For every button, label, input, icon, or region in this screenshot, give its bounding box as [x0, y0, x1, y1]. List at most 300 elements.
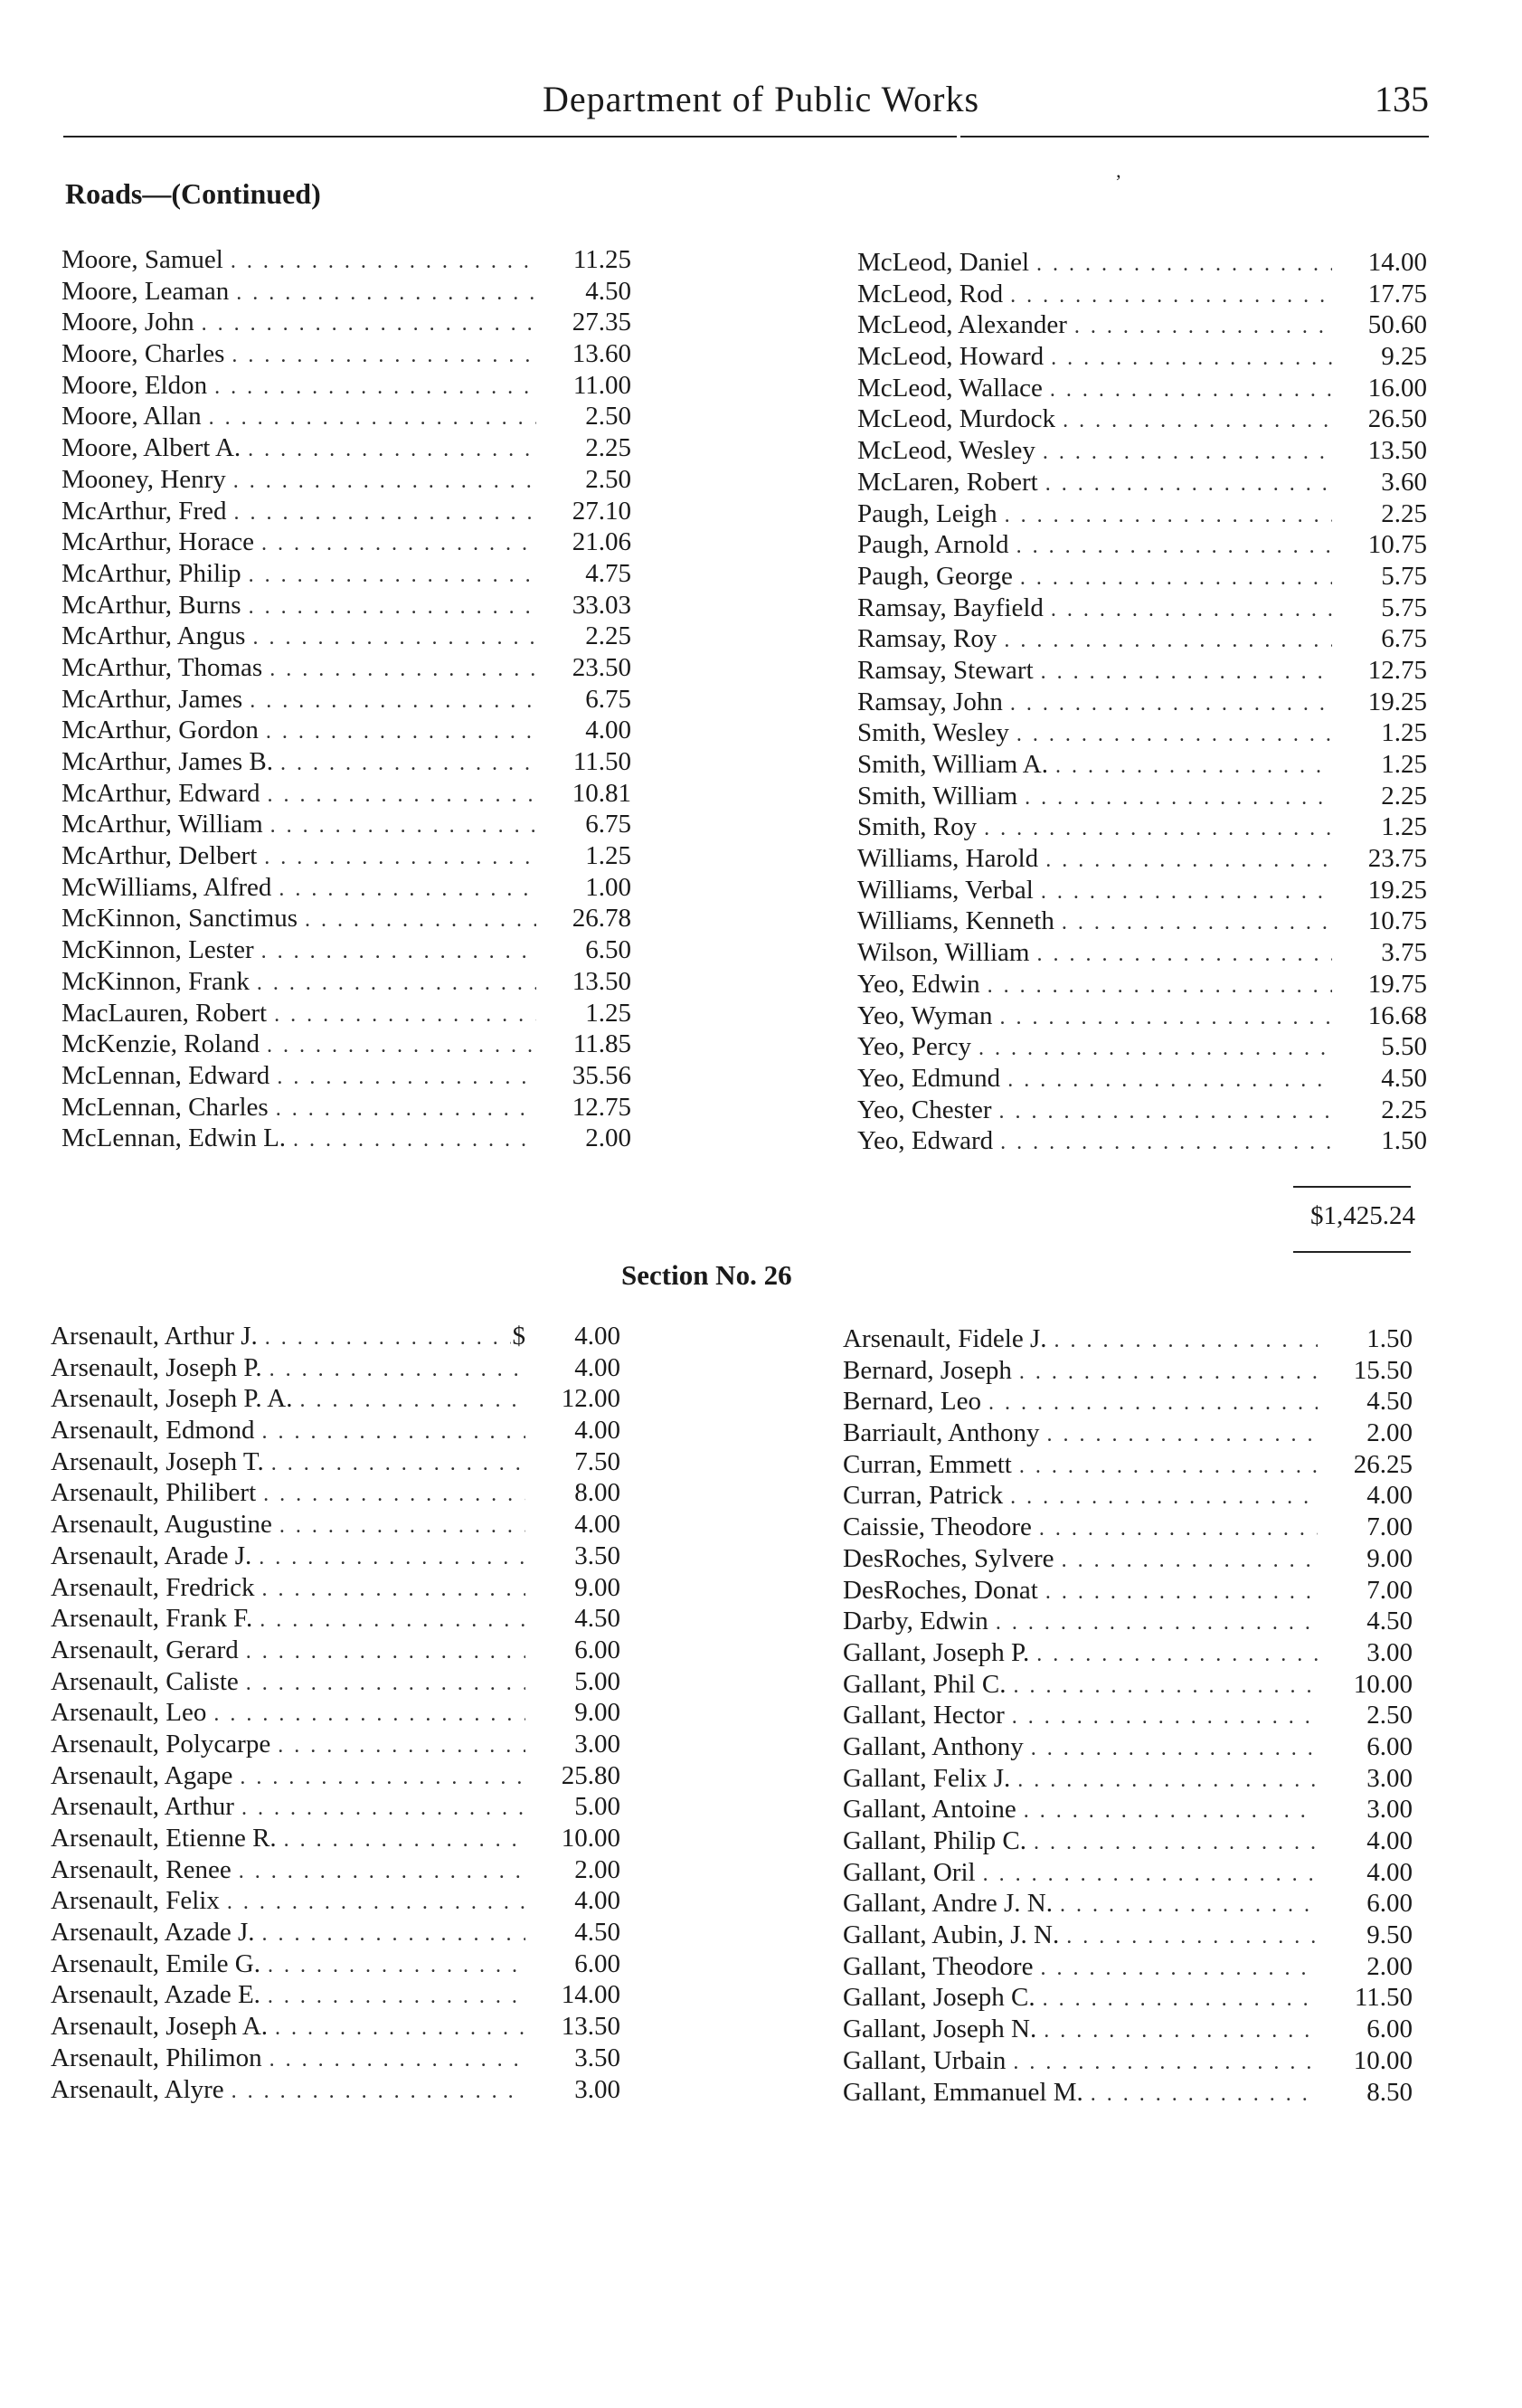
entry-name: Yeo, Wyman — [857, 1000, 993, 1030]
list-item — [61, 840, 631, 872]
leader-dots — [279, 1511, 525, 1542]
list-item — [843, 2014, 1413, 2045]
list-item — [843, 1480, 1413, 1512]
entry-name: Gallant, Oril — [843, 1857, 976, 1887]
entry-amount: 4.75 — [585, 558, 631, 588]
leader-dots — [1019, 1451, 1318, 1483]
entry-amount: 10.00 — [1353, 2045, 1413, 2075]
entry-name: McKinnon, Frank — [61, 966, 250, 996]
leader-dots — [231, 246, 536, 278]
entry-name: McArthur, Angus — [61, 621, 246, 651]
entry-amount: 4.50 — [585, 276, 631, 306]
list-item — [857, 969, 1427, 1000]
entry-amount: 4.50 — [574, 1918, 620, 1948]
leader-dots — [1004, 625, 1332, 657]
leader-dots — [984, 813, 1332, 845]
entry-amount: 13.50 — [572, 966, 631, 996]
entry-name: Caissie, Theodore — [843, 1512, 1032, 1542]
entry-name: Moore, Charles — [61, 339, 225, 369]
list-item — [857, 655, 1427, 687]
list-item — [51, 1509, 620, 1541]
list-item — [51, 1603, 620, 1635]
entry-name: McKinnon, Sanctimus — [61, 904, 298, 934]
entry-amount: 7.00 — [1366, 1512, 1413, 1542]
leader-dots — [248, 434, 536, 466]
leader-dots — [1024, 1796, 1318, 1827]
entry-amount: 2.00 — [1366, 1418, 1413, 1448]
entry-name: McLaren, Robert — [857, 467, 1038, 497]
list-item — [61, 1060, 631, 1092]
leader-dots — [259, 1542, 525, 1574]
leader-dots — [1007, 1065, 1332, 1096]
entry-amount: 2.00 — [574, 1854, 620, 1884]
entry-name: Gallant, Phil C. — [843, 1669, 1007, 1699]
leader-dots — [250, 686, 536, 717]
list-item — [843, 1731, 1413, 1763]
entry-amount: 9.00 — [574, 1572, 620, 1602]
leader-dots — [1045, 1577, 1318, 1608]
list-item — [51, 1352, 620, 1384]
entry-amount: 1.25 — [1381, 718, 1427, 748]
entry-name: Ramsay, Roy — [857, 624, 997, 654]
leader-dots — [239, 1856, 525, 1888]
list-item — [843, 1355, 1413, 1387]
list-item — [61, 998, 631, 1029]
list-item — [51, 1697, 620, 1729]
list-item — [857, 403, 1427, 435]
leader-dots — [268, 1981, 525, 2013]
leader-dots — [988, 971, 1332, 1002]
entry-name: McArthur, James B. — [61, 747, 274, 776]
list-item — [843, 1982, 1413, 2014]
leader-dots — [279, 874, 536, 905]
entry-amount: 4.00 — [574, 1416, 620, 1446]
entry-name: Moore, Samuel — [61, 245, 223, 274]
leader-dots — [1000, 1127, 1332, 1159]
entry-name: Moore, Leaman — [61, 276, 230, 306]
entry-name: Arsenault, Fredrick — [51, 1572, 255, 1602]
leader-dots — [276, 1094, 536, 1125]
entry-amount: 1.50 — [1381, 1126, 1427, 1156]
entry-amount: 9.00 — [574, 1698, 620, 1728]
leader-dots — [1066, 1921, 1318, 1953]
entry-name: McLeod, Howard — [857, 342, 1045, 372]
entry-name: Darby, Edwin — [843, 1607, 988, 1636]
leader-dots — [269, 1354, 525, 1386]
entry-name: Gallant, Antoine — [843, 1795, 1016, 1825]
leader-dots — [1051, 594, 1332, 626]
leader-dots — [271, 1448, 525, 1480]
leader-dots — [1054, 1325, 1318, 1357]
entry-amount: 10.00 — [561, 1824, 620, 1853]
list-item — [51, 1917, 620, 1948]
list-item — [857, 623, 1427, 655]
entry-name: Paugh, Leigh — [857, 498, 997, 528]
entry-name: Smith, Roy — [857, 812, 978, 842]
list-item — [51, 1854, 620, 1886]
leader-dots — [1036, 939, 1332, 971]
entry-amount: 15.50 — [1353, 1355, 1413, 1385]
list-item — [61, 966, 631, 998]
entry-name: Arsenault, Etienne R. — [51, 1824, 277, 1853]
leader-dots — [246, 1668, 525, 1700]
entry-amount: 19.75 — [1367, 969, 1427, 999]
list-item — [61, 1029, 631, 1060]
leader-dots — [1041, 657, 1332, 688]
leader-dots — [263, 1479, 525, 1511]
entry-name: McArthur, William — [61, 810, 263, 839]
leader-dots — [213, 1699, 525, 1730]
leader-dots — [214, 372, 536, 403]
entry-amount: 26.25 — [1353, 1449, 1413, 1479]
leader-dots — [270, 811, 536, 842]
list-item — [51, 1666, 620, 1698]
entry-name: Arsenault, Joseph A. — [51, 2012, 269, 2042]
list-item — [843, 1543, 1413, 1575]
entry-amount: 50.60 — [1367, 310, 1427, 340]
leader-dots — [232, 2076, 525, 2108]
entry-name: Curran, Emmett — [843, 1449, 1012, 1479]
entry-name: Ramsay, Stewart — [857, 655, 1034, 685]
entry-name: Arsenault, Philimon — [51, 2043, 262, 2072]
entry-amount: 6.75 — [585, 684, 631, 714]
entry-name: McLennan, Edwin L. — [61, 1123, 287, 1153]
entry-amount: 10.00 — [1353, 1669, 1413, 1699]
stray-mark: ’ — [1115, 170, 1122, 193]
list-item — [61, 652, 631, 684]
entry-amount: 4.50 — [1366, 1607, 1413, 1636]
leader-dots — [1016, 719, 1332, 751]
entry-name: Arsenault, Emile G. — [51, 1948, 260, 1978]
entry-name: Bernard, Joseph — [843, 1355, 1012, 1385]
leader-dots — [202, 308, 536, 340]
entry-amount: 2.25 — [1381, 498, 1427, 528]
entry-name: DesRoches, Sylvere — [843, 1543, 1054, 1573]
list-item — [857, 1095, 1427, 1126]
entry-amount: 4.00 — [1366, 1481, 1413, 1511]
entry-name: DesRoches, Donat — [843, 1575, 1038, 1605]
list-item — [843, 1323, 1413, 1355]
list-item — [61, 621, 631, 652]
list-item — [61, 496, 631, 527]
entry-amount: 10.75 — [1367, 906, 1427, 936]
entry-amount: 2.00 — [1366, 1951, 1413, 1981]
entry-amount: 14.00 — [1367, 248, 1427, 277]
roads-total-rule-top — [1293, 1186, 1411, 1188]
entry-amount: 1.25 — [585, 841, 631, 871]
entry-name: Ramsay, Bayfield — [857, 593, 1044, 622]
entry-name: Mooney, Henry — [61, 464, 226, 494]
list-item — [61, 370, 631, 402]
entry-amount: 12.75 — [572, 1092, 631, 1122]
entry-name: McArthur, Burns — [61, 590, 241, 620]
entry-amount: 1.25 — [1381, 812, 1427, 842]
leader-dots — [260, 1605, 525, 1636]
entry-amount: 19.25 — [1367, 875, 1427, 905]
list-item — [51, 1635, 620, 1666]
entry-amount: 13.50 — [1367, 436, 1427, 466]
leader-dots — [267, 1030, 536, 1062]
leader-dots — [988, 1388, 1318, 1419]
leader-dots — [1031, 1733, 1318, 1765]
entry-name: Moore, Allan — [61, 402, 202, 431]
entry-name: Arsenault, Leo — [51, 1698, 207, 1728]
leader-dots — [280, 748, 536, 780]
entry-amount: 4.00 — [574, 1510, 620, 1540]
entry-amount: 11.25 — [572, 245, 631, 274]
entry-amount: 13.60 — [572, 339, 631, 369]
list-item — [61, 1092, 631, 1123]
entry-amount: 1.25 — [585, 998, 631, 1028]
entry-amount: 6.50 — [585, 935, 631, 965]
list-item — [843, 1669, 1413, 1701]
list-item — [61, 746, 631, 778]
leader-dots — [1005, 500, 1332, 532]
list-item — [843, 1857, 1413, 1889]
leader-dots — [268, 780, 537, 811]
entry-name: Yeo, Edward — [857, 1126, 994, 1156]
list-item — [51, 1415, 620, 1446]
leader-dots — [1091, 2079, 1318, 2110]
list-item — [843, 1825, 1413, 1857]
list-item — [857, 247, 1427, 279]
entry-name: Smith, William A. — [857, 750, 1048, 779]
list-item — [51, 1979, 620, 2011]
leader-dots — [241, 1793, 525, 1825]
roads-left-column — [61, 244, 631, 1154]
leader-dots — [240, 1762, 525, 1794]
section-right-column — [843, 1323, 1413, 2108]
list-item — [51, 2074, 620, 2106]
leader-dots — [257, 968, 536, 1000]
entry-amount: 4.50 — [1366, 1387, 1413, 1417]
entry-name: Arsenault, Philibert — [51, 1478, 257, 1508]
list-item — [51, 1791, 620, 1823]
leader-dots — [1050, 374, 1332, 406]
list-item — [857, 1031, 1427, 1063]
list-item — [857, 843, 1427, 875]
list-item — [61, 903, 631, 934]
entry-name: Gallant, Felix J. — [843, 1763, 1011, 1793]
leader-dots — [269, 654, 536, 686]
leader-dots — [262, 1417, 525, 1448]
leader-dots — [1046, 1419, 1318, 1451]
entry-amount: 7.00 — [1366, 1575, 1413, 1605]
list-item — [843, 1763, 1413, 1795]
entry-name: Arsenault, Arthur J. — [51, 1322, 258, 1351]
list-item — [857, 1063, 1427, 1095]
entry-amount: 4.00 — [574, 1322, 620, 1351]
list-item — [843, 1888, 1413, 1920]
list-item — [857, 467, 1427, 498]
entry-amount: 6.75 — [1381, 624, 1427, 654]
leader-dots — [278, 1730, 525, 1762]
entry-amount: 6.00 — [1366, 2015, 1413, 2044]
entry-amount: 2.25 — [585, 621, 631, 651]
entry-name: Arsenault, Augustine — [51, 1510, 272, 1540]
entry-amount: 16.00 — [1367, 373, 1427, 403]
leader-dots — [1060, 1890, 1318, 1921]
entry-name: Yeo, Chester — [857, 1095, 992, 1124]
list-item — [51, 2011, 620, 2043]
roads-heading: Roads—(Continued) — [65, 177, 321, 210]
entry-amount: 14.00 — [561, 1980, 620, 2010]
entry-amount: 25.80 — [561, 1760, 620, 1790]
leader-dots — [1074, 311, 1332, 343]
entry-amount: 13.50 — [561, 2012, 620, 2042]
leader-dots — [284, 1825, 525, 1856]
entry-name: McLeod, Daniel — [857, 248, 1030, 277]
leader-dots — [1010, 1482, 1318, 1513]
leader-dots — [1045, 845, 1332, 877]
header-rule-left — [63, 136, 957, 137]
leader-dots — [268, 1950, 525, 1982]
entry-amount: 3.50 — [574, 1541, 620, 1570]
entry-name: Barriault, Anthony — [843, 1418, 1040, 1448]
list-item — [857, 1000, 1427, 1032]
list-item — [61, 809, 631, 840]
entry-amount: 9.25 — [1381, 342, 1427, 372]
entry-name: Gallant, Urbain — [843, 2045, 1007, 2075]
entry-amount: 35.56 — [572, 1060, 631, 1090]
leader-dots — [1055, 751, 1332, 782]
list-item — [857, 781, 1427, 812]
list-item — [843, 1512, 1413, 1543]
entry-amount: 2.25 — [1381, 781, 1427, 811]
list-item — [61, 244, 631, 276]
list-item — [61, 684, 631, 716]
entry-amount: 17.75 — [1367, 279, 1427, 308]
entry-name: Gallant, Philip C. — [843, 1826, 1026, 1855]
entry-name: McWilliams, Alfred — [61, 872, 272, 902]
header-rule-right — [960, 136, 1429, 137]
entry-name: McArthur, Philip — [61, 558, 241, 588]
list-item — [51, 2043, 620, 2074]
list-item — [857, 435, 1427, 467]
entry-amount: 33.03 — [572, 590, 631, 620]
entry-name: Gallant, Theodore — [843, 1951, 1034, 1981]
list-item — [843, 1606, 1413, 1637]
entry-name: Williams, Kenneth — [857, 906, 1054, 936]
leader-dots — [1062, 907, 1332, 939]
list-item — [843, 1951, 1413, 1983]
list-item — [61, 715, 631, 746]
entry-name: Arsenault, Arthur — [51, 1792, 234, 1822]
entry-name: Arsenault, Fidele J. — [843, 1324, 1047, 1353]
entry-name: Yeo, Edmund — [857, 1063, 1001, 1093]
page-number: 135 — [1375, 79, 1429, 119]
list-item — [61, 1123, 631, 1154]
list-item — [61, 872, 631, 904]
entry-name: McLeod, Wallace — [857, 373, 1043, 403]
leader-dots — [246, 1636, 525, 1668]
leader-dots — [1034, 1827, 1318, 1859]
leader-dots — [1012, 1702, 1318, 1733]
entry-amount: 9.00 — [1366, 1543, 1413, 1573]
leader-dots — [249, 560, 536, 592]
entry-name: Arsenault, Agape — [51, 1760, 233, 1790]
entry-amount: 11.85 — [572, 1029, 631, 1059]
entry-name: Moore, Eldon — [61, 370, 208, 400]
leader-dots — [1010, 688, 1332, 720]
leader-dots — [305, 905, 536, 936]
leader-dots — [1041, 877, 1332, 908]
entry-name: McKinnon, Lester — [61, 935, 254, 965]
list-item — [51, 1446, 620, 1478]
leader-dots — [233, 498, 536, 529]
leader-dots — [266, 716, 536, 748]
entry-amount: 4.00 — [1366, 1857, 1413, 1887]
entry-amount: 27.35 — [572, 308, 631, 337]
entry-name: Arsenault, Polycarpe — [51, 1729, 271, 1759]
leader-dots — [274, 1000, 536, 1031]
entry-amount: 4.50 — [1381, 1063, 1427, 1093]
entry-amount: 3.00 — [1366, 1795, 1413, 1825]
leader-dots — [275, 2013, 525, 2044]
entry-amount: 11.50 — [1354, 1983, 1413, 2013]
entry-amount: 2.25 — [1381, 1095, 1427, 1124]
entry-name: Paugh, George — [857, 561, 1013, 591]
leader-dots — [1043, 437, 1332, 469]
entry-name: McLennan, Charles — [61, 1092, 269, 1122]
entry-name: Arsenault, Joseph P. A. — [51, 1384, 293, 1414]
list-item — [51, 1383, 620, 1415]
entry-amount: 5.50 — [1381, 1032, 1427, 1062]
leader-dots — [233, 466, 536, 498]
list-item — [857, 811, 1427, 843]
entry-amount: 4.00 — [574, 1352, 620, 1382]
list-item — [843, 1700, 1413, 1731]
list-item — [51, 1572, 620, 1604]
leader-dots — [1017, 1765, 1318, 1797]
entry-amount: 2.50 — [585, 464, 631, 494]
entry-amount: 5.75 — [1381, 561, 1427, 591]
leader-dots — [1013, 1671, 1318, 1702]
entry-name: Gallant, Hector — [843, 1701, 1005, 1730]
entry-amount: 4.00 — [1366, 1826, 1413, 1855]
entry-name: Arsenault, Azade E. — [51, 1980, 260, 2010]
leader-dots — [1025, 782, 1332, 814]
list-item — [61, 432, 631, 464]
leader-dots — [1020, 563, 1332, 594]
entry-name: Ramsay, John — [857, 687, 1003, 716]
list-item — [51, 1823, 620, 1854]
leader-dots — [262, 1574, 526, 1606]
entry-name: Moore, Albert A. — [61, 433, 241, 463]
roads-total-rule-bottom — [1293, 1251, 1411, 1253]
list-item — [843, 1386, 1413, 1417]
leader-dots — [983, 1859, 1318, 1891]
page-title: Department of Public Works — [542, 79, 980, 119]
entry-amount: 8.50 — [1366, 2077, 1413, 2107]
entry-amount: 6.75 — [585, 810, 631, 839]
list-item — [857, 937, 1427, 969]
currency-symbol: $ — [512, 1322, 525, 1351]
leader-dots — [261, 936, 536, 968]
leader-dots — [262, 1919, 526, 1950]
roads-total: $1,425.24 — [1310, 1201, 1415, 1230]
entry-amount: 3.00 — [574, 1729, 620, 1759]
entry-amount: 4.00 — [574, 1886, 620, 1916]
list-item — [857, 717, 1427, 749]
entry-name: McArthur, James — [61, 684, 243, 714]
leader-dots — [1016, 531, 1332, 563]
list-item — [61, 307, 631, 338]
entry-name: Gallant, Joseph N. — [843, 2015, 1037, 2044]
entry-name: McArthur, Thomas — [61, 652, 263, 682]
entry-name: Arsenault, Felix — [51, 1886, 220, 1916]
entry-amount: 4.00 — [585, 716, 631, 745]
